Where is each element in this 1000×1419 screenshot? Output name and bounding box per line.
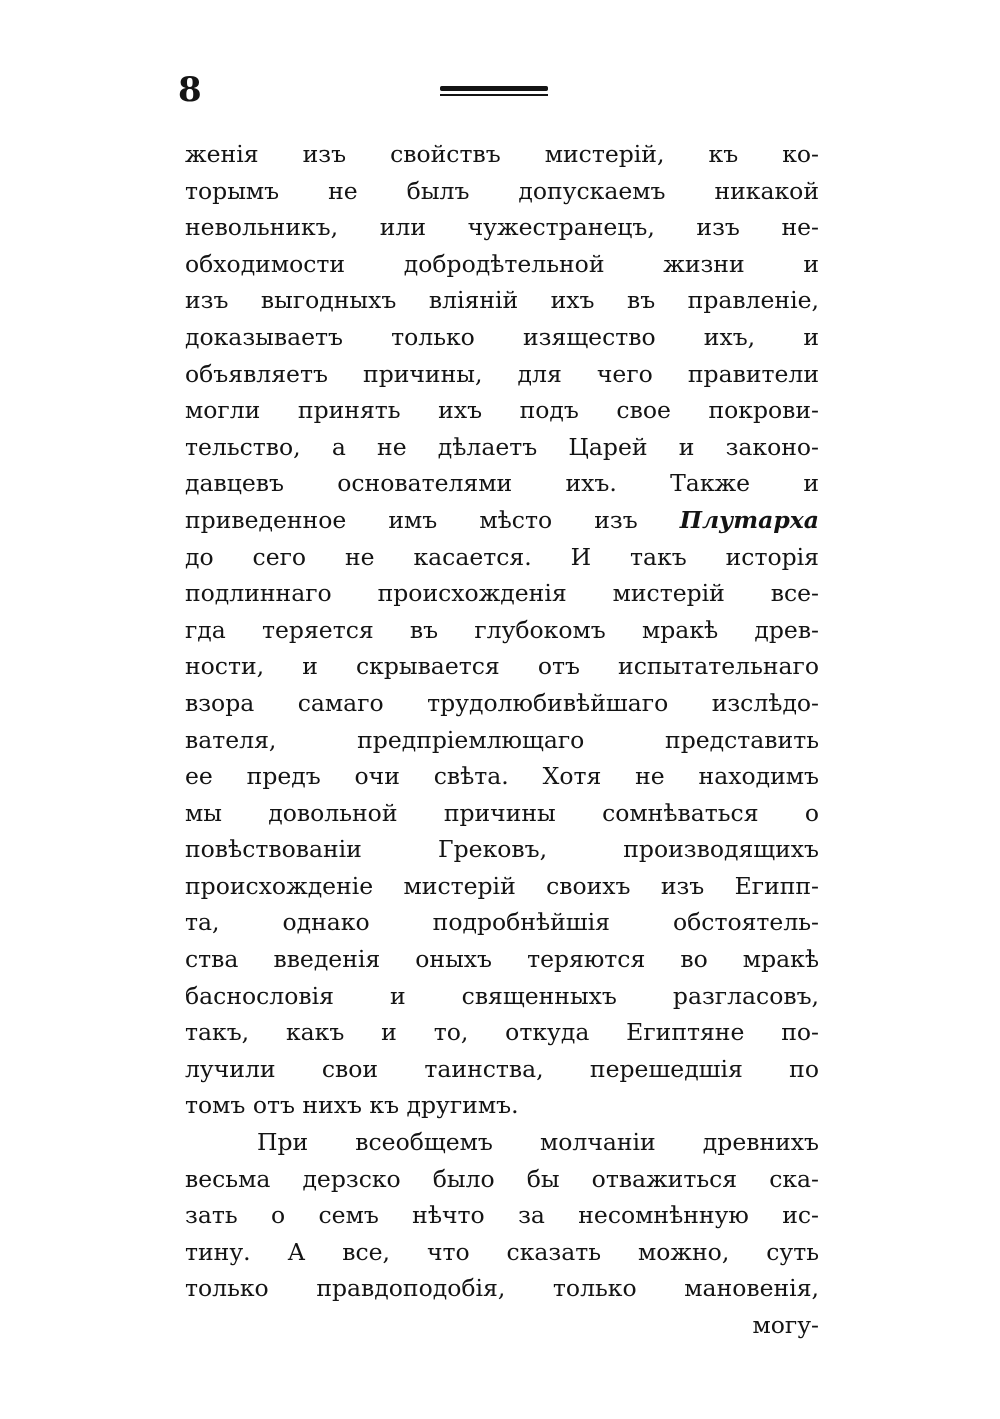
text-line: могли принять ихъ подъ свое покрови- xyxy=(185,396,819,425)
text-line: только правдоподобія, только мановенія, xyxy=(185,1274,819,1303)
text-line: тельство, а не дѣлаетъ Царей и законо- xyxy=(185,432,819,461)
text-line: гда теряется въ глубокомъ мракѣ древ- xyxy=(185,615,819,644)
text-line: женія изъ свойствъ мистерій, къ ко- xyxy=(185,140,819,168)
text-line: изъ выгодныхъ вліяній ихъ въ правленіе, xyxy=(185,286,819,315)
text-line: происхожденіе мистерій своихъ изъ Египп- xyxy=(185,871,819,900)
page-number: 8 xyxy=(178,70,202,110)
text-line: весьма дерзско было бы отважиться ска- xyxy=(185,1164,819,1193)
text-line: мы довольной причины сомнѣваться о xyxy=(185,798,819,827)
text-line: ее предъ очи свѣта. Хотя не находимъ xyxy=(185,762,819,791)
body-text xyxy=(185,136,819,1344)
text-line: лучили свои таинства, перешедшія по xyxy=(185,1054,819,1083)
text-line: ности, и скрывается отъ испытательнаго xyxy=(185,652,819,681)
text-line: до сего не касается. И такъ исторія xyxy=(185,542,819,571)
text-line xyxy=(185,502,819,539)
text-line: взора самаго трудолюбивѣйшаго изслѣдо- xyxy=(185,688,819,717)
emphasized-name: Плутарха xyxy=(679,505,819,534)
text-line: повѣствованіи Грековъ, производящихъ xyxy=(185,835,819,864)
text-line: торымъ не былъ допускаемъ никакой xyxy=(185,176,819,205)
text-line: доказываетъ только изящество ихъ, и xyxy=(185,322,819,351)
catchword: могу- xyxy=(752,1311,819,1339)
text-line: вателя, предпріемлющаго представить xyxy=(185,725,819,754)
text-line: ства введенія оныхъ теряются во мракѣ xyxy=(185,945,819,974)
text-line: та, однако подробнѣйшія обстоятель- xyxy=(185,908,819,937)
text-line: томъ отъ нихъ къ другимъ. xyxy=(185,1091,519,1120)
text-line: объявляетъ причины, для чего правители xyxy=(185,359,819,388)
paragraph-2 xyxy=(185,1124,819,1307)
text-line-part: приведенное имъ мѣсто изъ xyxy=(185,505,638,534)
text-line: невольникъ, или чужестранецъ, изъ не- xyxy=(185,213,819,242)
text-line: подлиннаго происхожденія мистерій все- xyxy=(185,579,819,608)
text-line: обходимости добродѣтельной жизни и xyxy=(185,249,819,278)
header-ornament-rule xyxy=(440,86,548,96)
text-line: тину. А все, что сказать можно, суть xyxy=(185,1237,819,1266)
paragraph-1 xyxy=(185,136,819,1124)
text-line: давцевъ основателями ихъ. Также и xyxy=(185,469,819,498)
text-line: При всеобщемъ молчаніи древнихъ xyxy=(257,1128,819,1157)
text-line: такъ, какъ и то, откуда Египтяне по- xyxy=(185,1018,819,1047)
text-line: баснословія и священныхъ разгласовъ, xyxy=(185,981,819,1010)
text-line: зать о семъ нѣчто за несомнѣнную ис- xyxy=(185,1201,819,1230)
